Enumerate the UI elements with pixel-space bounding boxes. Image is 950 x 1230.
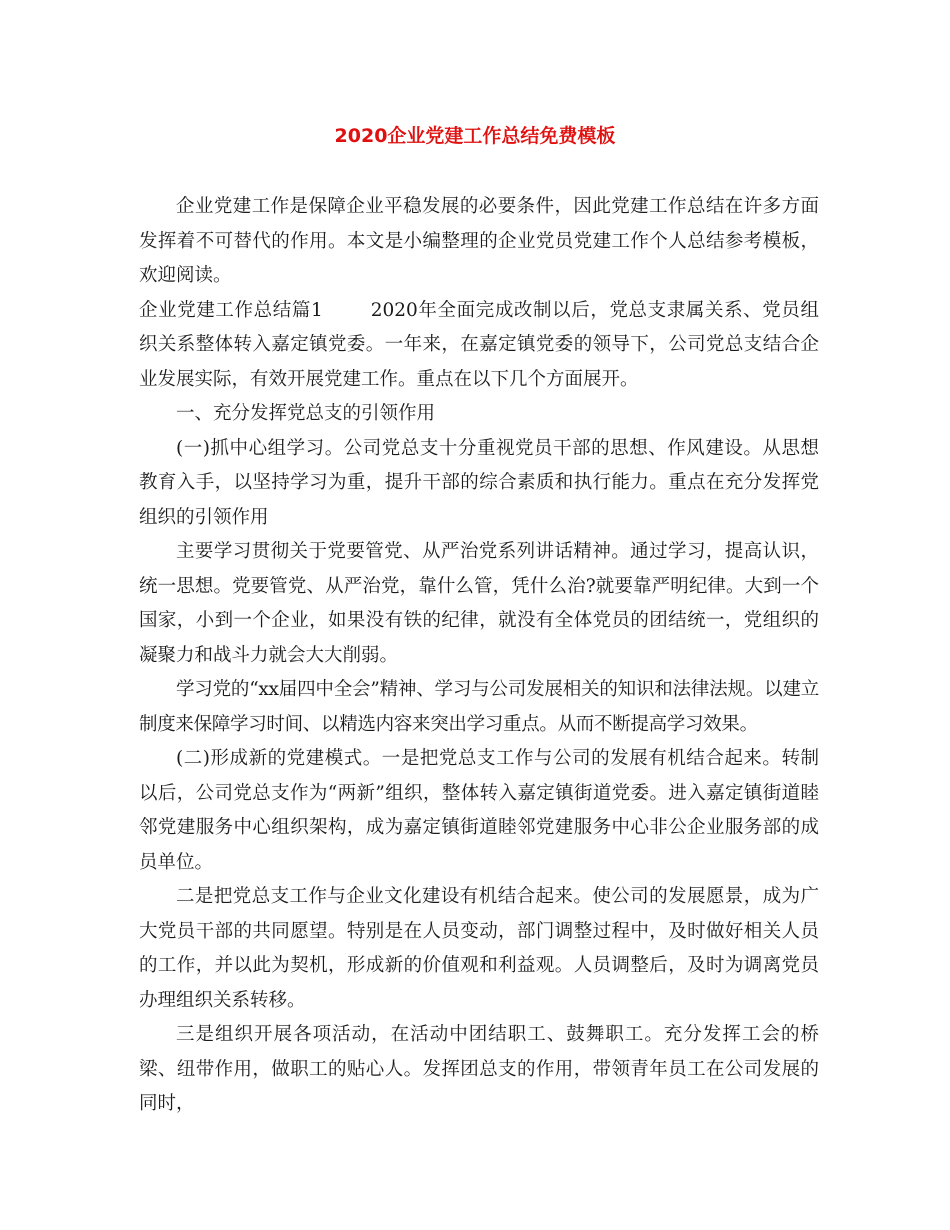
section-paragraph-1 <box>139 294 819 398</box>
paragraph-discipline: 主要学习贯彻关于党要管党、从严治党系列讲话精神。通过学习，提高认识，统一思想。党要管党、从严治党，靠什么管，凭什么治?就要靠严明纪律。大到一个国家，小到一个企业，如果没有铁的纪律，就没有全体党员的团结统一，党组织的凝聚力和战斗力就会大大削弱。 <box>139 541 819 666</box>
paragraph-plenary: 学习党的“xx届四中全会”精神、学习与公司发展相关的知识和法律法规。以建立制度来保障学习时间、以精选内容来突出学习重点。从而不断提高学习效果。 <box>139 679 819 735</box>
intro-paragraph: 企业党建工作是保障企业平稳发展的必要条件，因此党建工作总结在许多方面发挥着不可替代的作用。本文是小编整理的企业党员党建工作个人总结参考模板，欢迎阅读。 <box>139 196 819 286</box>
section-label: 企业党建工作总结篇1 <box>139 299 323 321</box>
document-body <box>139 190 819 1122</box>
paragraph-study: (一)抓中心组学习。公司党总支十分重视党员干部的思想、作风建设。从思想教育入手，以坚持学习为重，提升干部的综合素质和执行能力。重点在充分发挥党组织的引领作用 <box>139 437 819 528</box>
heading-1: 一、充分发挥党总支的引领作用 <box>176 403 436 424</box>
paragraph-culture: 二是把党总支工作与企业文化建设有机结合起来。使公司的发展愿景，成为广大党员干部的共同愿望。特别是在人员变动，部门调整过程中，及时做好相关人员的工作，并以此为契机，形成新的价值观和利益观。人员调整后，及时为调离党员办理组织关系转移。 <box>139 886 819 1011</box>
document-title: 2020企业党建工作总结免费模板 <box>334 125 616 147</box>
paragraph-new-model: (二)形成新的党建模式。一是把党总支工作与公司的发展有机结合起来。转制以后，公司党总支作为“两新”组织，整体转入嘉定镇街道党委。进入嘉定镇街道睦邻党建服务中心组织架构，成为嘉定镇街道睦邻党建服务中心非公企业服务部的成员单位。 <box>139 748 819 873</box>
section-text: 2020年全面完成改制以后，党总支隶属关系、党员组织关系整体转入嘉定镇党委。一年来，在嘉定镇党委的领导下，公司党总支结合企业发展实际，有效开展党建工作。重点在以下几个方面展开。 <box>139 299 819 390</box>
paragraph-activities: 三是组织开展各项活动，在活动中团结职工、鼓舞职工。充分发挥工会的桥梁、纽带作用，做职工的贴心人。发挥团总支的作用，带领青年员工在公司发展的同时， <box>139 1024 819 1114</box>
